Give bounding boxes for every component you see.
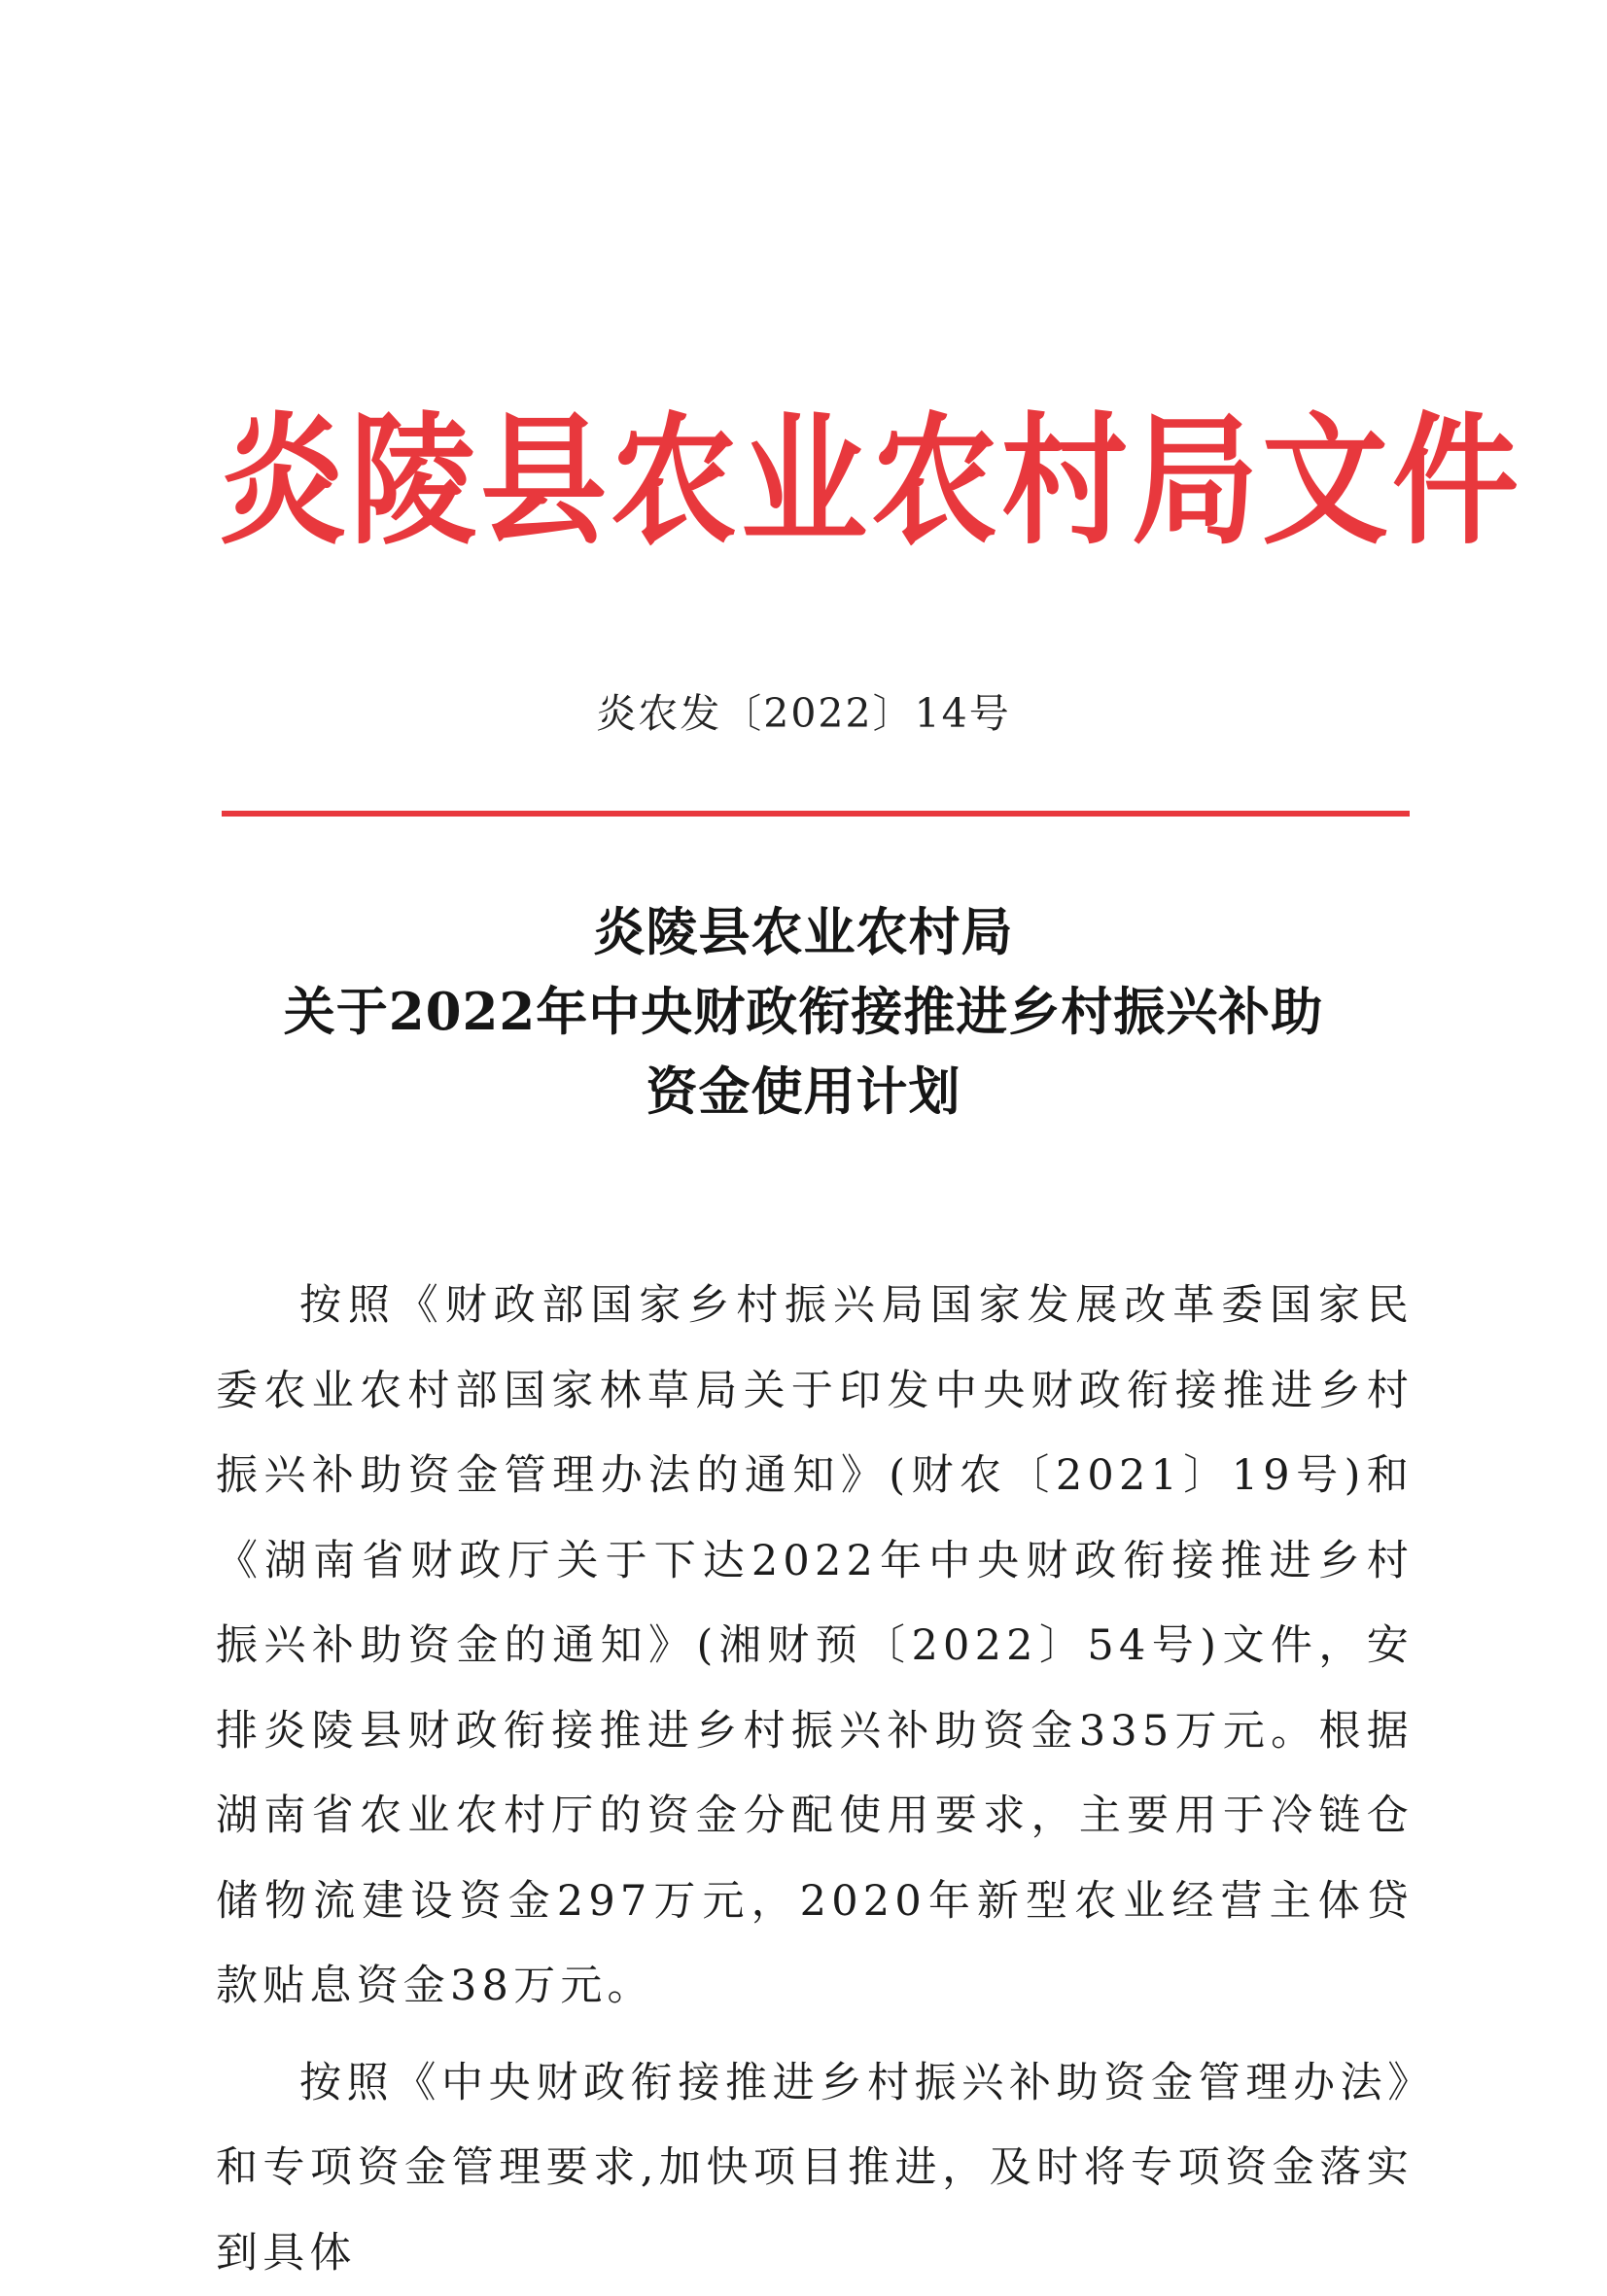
title-line: 关于2022年中央财政衔接推进乡村振兴补助 xyxy=(194,972,1413,1052)
title-line: 资金使用计划 xyxy=(194,1052,1413,1131)
document-title xyxy=(194,892,1413,1131)
document-number: 炎农发〔2022〕14号 xyxy=(0,686,1607,741)
body-paragraph: 按照《中央财政衔接推进乡村振兴补助资金管理办法》和专项资金管理要求,加快项目推进，及时将专项资金落实到具体 xyxy=(216,2041,1414,2296)
issuer-header: 炎陵县农业农村局文件 xyxy=(220,366,1408,595)
title-line: 炎陵县农业农村局 xyxy=(194,892,1413,972)
red-divider-line xyxy=(222,811,1410,817)
body-paragraph: 按照《财政部国家乡村振兴局国家发展改革委国家民委农业农村部国家林草局关于印发中央财政衔接推进乡村振兴补助资金管理办法的通知》(财农〔2021〕19号)和《湖南省财政厅关于下达2022年中央财政衔接推进乡村振兴补助资金的通知》(湘财预〔2022〕54号)文件，安排炎陵县财政衔接推进乡村振兴补助资金335万元。根据湖南省农业农村厅的资金分配使用要求，主要用于冷链仓储物流建设资金297万元，2020年新型农业经营主体贷款贴息资金38万元。 xyxy=(216,1264,1414,2030)
document-body xyxy=(216,1264,1414,2296)
